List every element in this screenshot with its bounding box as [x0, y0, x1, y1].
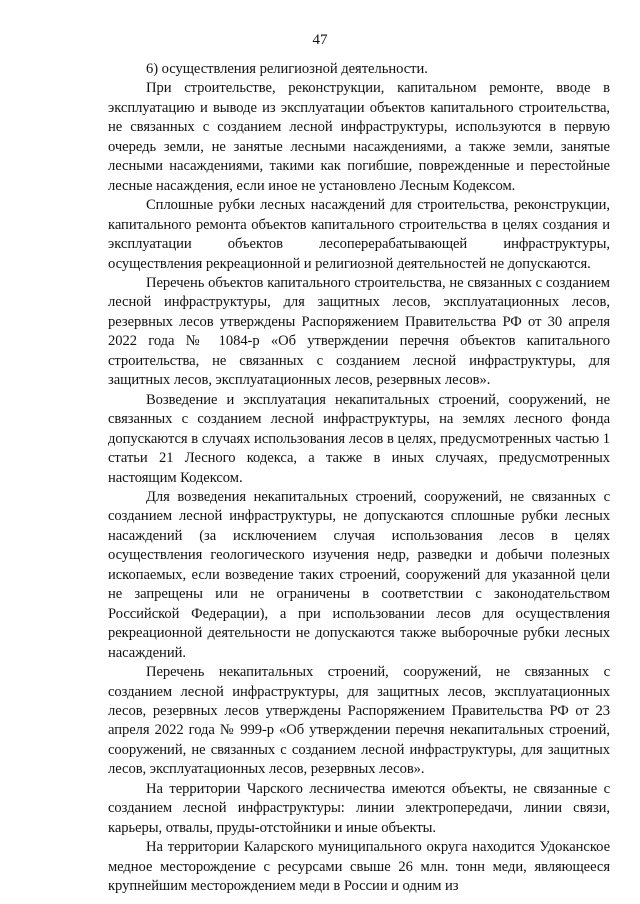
paragraph-capital-objects-list: Перечень объектов капитального строительства, не связанных с созданием лесной инфраструктуры, для защитных лесов, эксплуатационных лесов, резервных лесов утверждены Распоряжением Правительства РФ от 30 апреля 2022 года № 1084-р «Об утверждении перечня объектов капитального строительства, не связанных с созданием лесной инфраструктуры, для защитных лесов, эксплуатационных лесов, резервных лесов».	[108, 274, 610, 389]
paragraph-clear-cutting-prohibition: Сплошные рубки лесных насаждений для строительства, реконструкции, капитального ремонта объектов капитального строительства в целях создания и эксплуатации объектов лесоперерабатывающей инфраструктуры, осуществления рекреационной и религиозной деятельностей не допускаются.	[108, 197, 610, 272]
paragraph-religious-activity: 6) осуществления религиозной деятельности.	[146, 61, 428, 77]
page-number: 47	[312, 32, 328, 48]
document-body	[108, 60, 610, 896]
paragraph-noncapital-objects-list: Перечень некапитальных строений, сооружений, не связанных с созданием лесной инфраструктуры, для защитных лесов, эксплуатационных лесов, резервных лесов утверждены Распоряжением Правительства РФ от 23 апреля 2022 года № 999-р «Об утверждении перечня некапитальных строений, сооружений, не связанных с созданием лесной инфраструктуры, для защитных лесов, эксплуатационных лесов, резервных лесов».	[108, 664, 610, 778]
paragraph-charsk-objects: На территории Чарского лесничества имеются объекты, не связанные с созданием лесной инфраструктуры: линии электропередачи, линии связи, карьеры, отвалы, пруды-отстойники и иные объекты.	[108, 780, 610, 836]
paragraph-construction-land-use: При строительстве, реконструкции, капитальном ремонте, вводе в эксплуатацию и выводе из эксплуатации объектов капитального строительства, не связанных с созданием лесной инфраструктуры, используются в первую очередь земли, не занятые лесными насаждениями, а также земли, занятые лесными насаждениями, такими как погибшие, поврежденные и перестойные лесные насаждения, если иное не установлено Лесным Кодексом.	[108, 80, 610, 194]
paragraph-noncapital-cutting-rules: Для возведения некапитальных строений, сооружений, не связанных с созданием лесной инфраструктуры, не допускаются сплошные рубки лесных насаждений (за исключением случая использования лесов в целях осуществления геологического изучения недр, разведки и добычи полезных ископаемых, если возведение таких строений, сооружений для указанной цели не запрещены или не ограничены в соответствии с законодательством Российской Федерации), а при использовании лесов для осуществления рекреационной деятельности не допускаются также выборочные рубки лесных насаждений.	[108, 488, 610, 661]
paragraph-noncapital-construction: Возведение и эксплуатация некапитальных строений, сооружений, не связанных с созданием лесной инфраструктуры, на землях лесного фонда допускаются в случаях использования лесов в целях, предусмотренных частью 1 статьи 21 Лесного кодекса, а также в иных случаях, предусмотренных настоящим Кодексом.	[108, 391, 610, 486]
paragraph-udokan-deposit: На территории Каларского муниципального округа находится Удоканское медное месторождение с ресурсами свыше 26 млн. тонн меди, являющееся крупнейшим месторождением меди в России и одним из	[108, 839, 610, 895]
